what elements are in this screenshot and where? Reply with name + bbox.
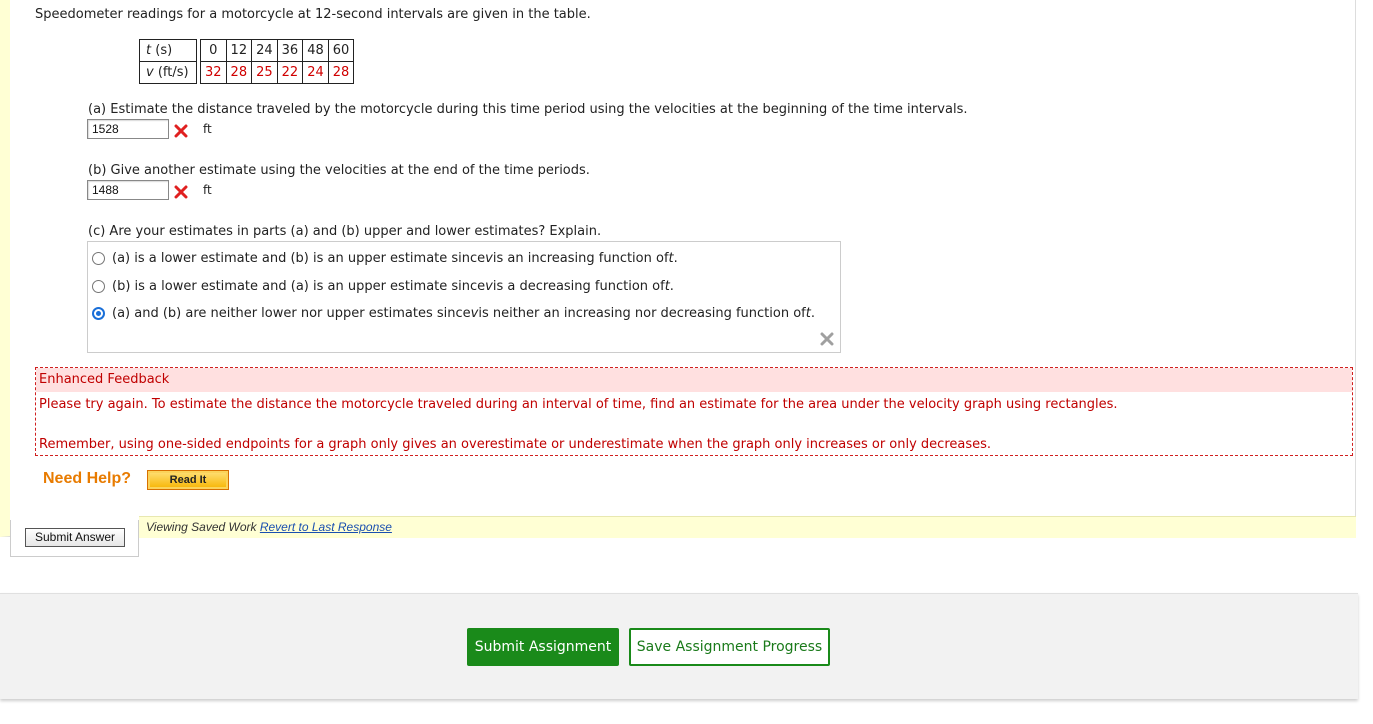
v-cell: 22	[277, 62, 303, 84]
part-b-text: (b) Give another estimate using the velocities at the end of the time periods.	[88, 163, 590, 178]
radio-button[interactable]	[92, 252, 105, 265]
choice-var-v: v	[485, 250, 493, 266]
part-a-text: (a) Estimate the distance traveled by the motorcycle during this time period using the velocities at the beginning of the time intervals.	[88, 102, 968, 117]
choice-var-t: t	[664, 278, 670, 294]
choice-var-t: t	[805, 305, 811, 321]
v-header	[140, 62, 197, 84]
read-it-button[interactable]: Read It	[147, 470, 229, 490]
save-progress-button[interactable]: Save Assignment Progress	[629, 628, 830, 666]
choice-text: .	[673, 250, 678, 266]
choice-text: (a) is a lower estimate and (b) is an upper estimate since	[112, 250, 486, 266]
t-cell: 60	[328, 40, 354, 62]
part-a-unit: ft	[203, 122, 212, 136]
choice-text: is neither an increasing nor decreasing function of	[478, 305, 806, 321]
need-help-label: Need Help?	[43, 470, 132, 487]
table-row	[140, 62, 354, 84]
v-cell: 28	[328, 62, 354, 84]
incorrect-x-icon	[174, 184, 189, 199]
feedback-heading: Enhanced Feedback	[36, 368, 1352, 392]
submit-answer-button[interactable]: Submit Answer	[25, 528, 125, 547]
choice-option-3[interactable]	[92, 304, 815, 322]
choice-text: (b) is a lower estimate and (a) is an upper estimate since	[112, 278, 486, 294]
choice-text: .	[669, 278, 674, 294]
choice-var-v: v	[470, 305, 479, 321]
saved-work-status-bar	[139, 516, 1356, 538]
choice-text: is a decreasing function of	[492, 278, 665, 294]
choice-option-1[interactable]	[92, 249, 678, 267]
t-unit-label: (s)	[151, 43, 173, 58]
part-c-text: (c) Are your estimates in parts (a) and (b) upper and lower estimates? Explain.	[88, 224, 602, 239]
part-c-choices	[87, 241, 841, 353]
enhanced-feedback-box	[35, 367, 1353, 456]
v-var-label: v	[146, 65, 154, 80]
v-cell: 24	[303, 62, 329, 84]
question-prompt: Speedometer readings for a motorcycle at 12-second intervals are given in the table.	[35, 7, 591, 22]
speedometer-table	[139, 39, 354, 84]
assignment-footer	[0, 593, 1358, 699]
incorrect-x-icon	[174, 123, 189, 138]
revert-link[interactable]: Revert to Last Response	[259, 520, 392, 534]
v-cell: 28	[226, 62, 252, 84]
v-unit-label: (ft/s)	[153, 65, 189, 80]
choice-text: .	[810, 305, 815, 321]
choice-text: is an increasing function of	[492, 250, 669, 266]
part-b-unit: ft	[203, 183, 212, 197]
feedback-line: Please try again. To estimate the distance the motorcycle traveled during an interval of time, find an estimate for the area under the velocity graph using rectangles.	[39, 397, 1118, 412]
close-icon	[820, 332, 834, 346]
t-cell: 24	[252, 40, 278, 62]
choice-option-2[interactable]	[92, 277, 674, 295]
submit-assignment-button[interactable]: Submit Assignment	[467, 628, 619, 666]
part-a-answer-input[interactable]: 1528	[87, 119, 169, 139]
table-row	[140, 40, 354, 62]
t-cell: 0	[201, 40, 227, 62]
t-header	[140, 40, 197, 62]
status-text: Viewing Saved Work	[146, 520, 260, 534]
submit-answer-container	[10, 520, 139, 557]
t-cell: 12	[226, 40, 252, 62]
radio-button[interactable]	[92, 280, 105, 293]
choice-var-t: t	[668, 250, 674, 266]
t-var-label: t	[146, 43, 152, 58]
radio-button-selected[interactable]	[92, 307, 105, 320]
t-cell: 48	[303, 40, 329, 62]
choice-text: (a) and (b) are neither lower nor upper estimates since	[112, 305, 471, 321]
v-cell: 25	[252, 62, 278, 84]
feedback-line: Remember, using one-sided endpoints for a graph only gives an overestimate or underestimate when the graph only increases or only decreases.	[39, 437, 992, 452]
choice-var-v: v	[485, 278, 493, 294]
v-cell: 32	[201, 62, 227, 84]
t-cell: 36	[277, 40, 303, 62]
part-b-answer-input[interactable]: 1488	[87, 180, 169, 200]
